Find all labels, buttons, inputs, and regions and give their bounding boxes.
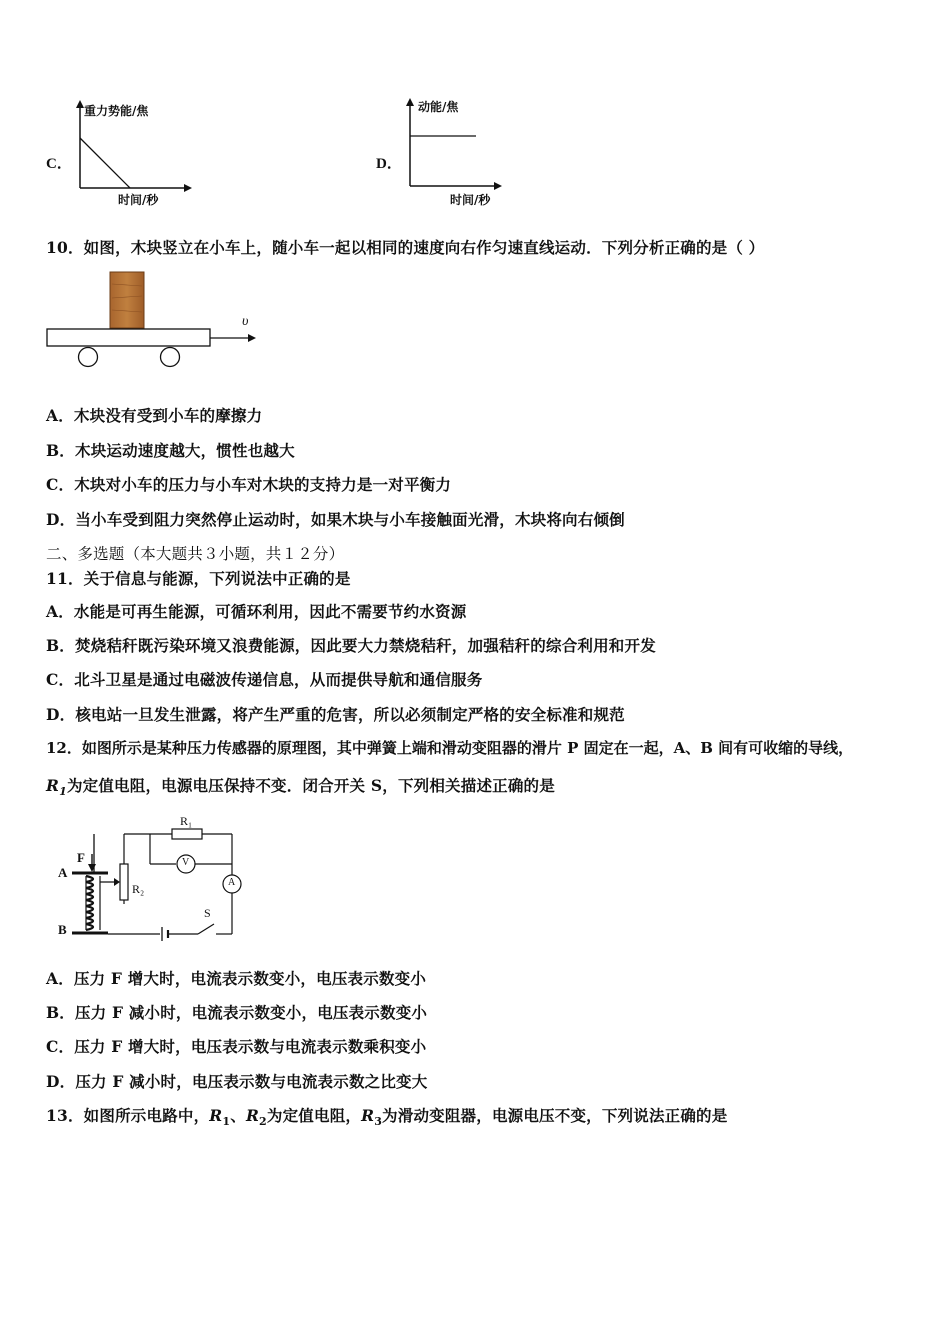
q9-option-c[interactable] [46, 100, 196, 210]
q13-r3: R [361, 1106, 375, 1125]
q12-stem-line1: 12．如图所示是某种压力传感器的原理图，其中弹簧上端和滑动变阻器的滑片 P 固定在一起，A、B 间有可收缩的导线， [46, 739, 854, 757]
resistor-r1 [172, 829, 202, 839]
q13-stem [46, 1104, 727, 1128]
cart-wheel-right [161, 348, 180, 367]
label-v: V [182, 857, 190, 868]
q10-figure [46, 270, 266, 374]
q13-r1-sub: 1 [222, 1115, 231, 1129]
circuit-diagram [50, 812, 250, 942]
c-graph [74, 100, 194, 200]
label-s: S [204, 906, 211, 920]
q11-option-a[interactable]: A．水能是可再生能源，可循环利用，因此不需要节约水资源 [46, 602, 467, 621]
q12-r1-sub: 1 [59, 785, 67, 799]
q13-rest: 为滑动变阻器，电源电压不变，下列说法正确的是 [382, 1106, 728, 1125]
q13-r3-sub: 3 [374, 1115, 383, 1129]
velocity-label: υ [242, 314, 249, 329]
c-x-arrow [184, 184, 192, 192]
rheostat-r2 [120, 864, 128, 900]
q10-option-c[interactable]: C．木块对小车的压力与小车对木块的支持力是一对平衡力 [46, 475, 452, 494]
q11-option-d[interactable]: D．核电站一旦发生泄露，将产生严重的危害，所以必须制定严格的安全标准和规范 [46, 705, 625, 724]
cart-diagram [46, 270, 266, 374]
q12-stem-line2 [46, 774, 555, 798]
q10-option-b[interactable]: B．木块运动速度越大，惯性也越大 [46, 441, 295, 460]
label-r1: R₁ [180, 814, 193, 828]
label-f: F [77, 850, 85, 865]
q10-stem: 10．如图，木块竖立在小车上，随小车一起以相同的速度向右作匀速直线运动．下列分析正确的是（ ） [46, 238, 765, 257]
q11-option-b[interactable]: B．焚烧秸秆既污染环境又浪费能源，因此要大力禁烧秸秆，加强秸秆的综合利用和开发 [46, 636, 656, 655]
q12-option-d[interactable]: D．压力 F 减小时，电压表示数与电流表示数之比变大 [46, 1072, 428, 1091]
q13-r2: R [245, 1106, 260, 1125]
wooden-block [110, 272, 144, 328]
q9-option-d[interactable] [376, 96, 526, 208]
q12-circuit [50, 812, 250, 942]
d-y-arrow [406, 98, 414, 106]
label-b: B [58, 922, 67, 937]
cart-wheel-left [79, 348, 98, 367]
q13-r2-sub: 2 [259, 1115, 267, 1129]
option-c-letter: C． [46, 156, 72, 172]
c-y-arrow [76, 100, 84, 108]
cart-body [47, 329, 210, 346]
label-ammeter: A [228, 877, 236, 888]
d-graph [404, 98, 504, 192]
switch-s [198, 924, 214, 934]
q12-stem-rest: 为定值电阻，电源电压保持不变．闭合开关 S，下列相关描述正确的是 [66, 776, 555, 795]
q10-option-a[interactable]: A．木块没有受到小车的摩擦力 [46, 406, 263, 425]
d-x-arrow [494, 182, 502, 190]
q13-mid: 为定值电阻， [266, 1106, 362, 1125]
spring [86, 876, 100, 930]
q10-option-d[interactable]: D．当小车受到阻力突然停止运动时，如果木块与小车接触面光滑，木块将向右倾倒 [46, 510, 625, 529]
c-xlabel: 时间/秒 [118, 193, 159, 207]
q11-option-c[interactable]: C．北斗卫星是通过电磁波传递信息，从而提供导航和通信服务 [46, 670, 483, 689]
c-curve [80, 138, 130, 188]
option-d-letter: D． [376, 156, 402, 172]
label-r2: R₂ [132, 882, 145, 896]
q13-sep: 、 [230, 1106, 246, 1125]
c-ylabel: 重力势能/焦 [84, 104, 149, 118]
d-xlabel: 时间/秒 [450, 193, 491, 207]
q12-option-b[interactable]: B．压力 F 减小时，电流表示数变小，电压表示数变小 [46, 1003, 428, 1022]
label-a: A [58, 865, 68, 880]
q12-option-c[interactable]: C．压力 F 增大时，电压表示数与电流表示数乘积变小 [46, 1037, 427, 1056]
q12-option-a[interactable]: A．压力 F 增大时，电流表示数变小，电压表示数变小 [46, 969, 427, 988]
q11-stem: 11．关于信息与能源，下列说法中正确的是 [46, 569, 351, 588]
section-heading: 二、多选题（本大题共３小题，共１２分） [46, 545, 345, 563]
q12-r1: R [46, 776, 60, 795]
q13-r1: R [209, 1106, 223, 1125]
q13-prefix: 13．如图所示电路中， [46, 1106, 210, 1125]
d-ylabel: 动能/焦 [418, 100, 459, 114]
